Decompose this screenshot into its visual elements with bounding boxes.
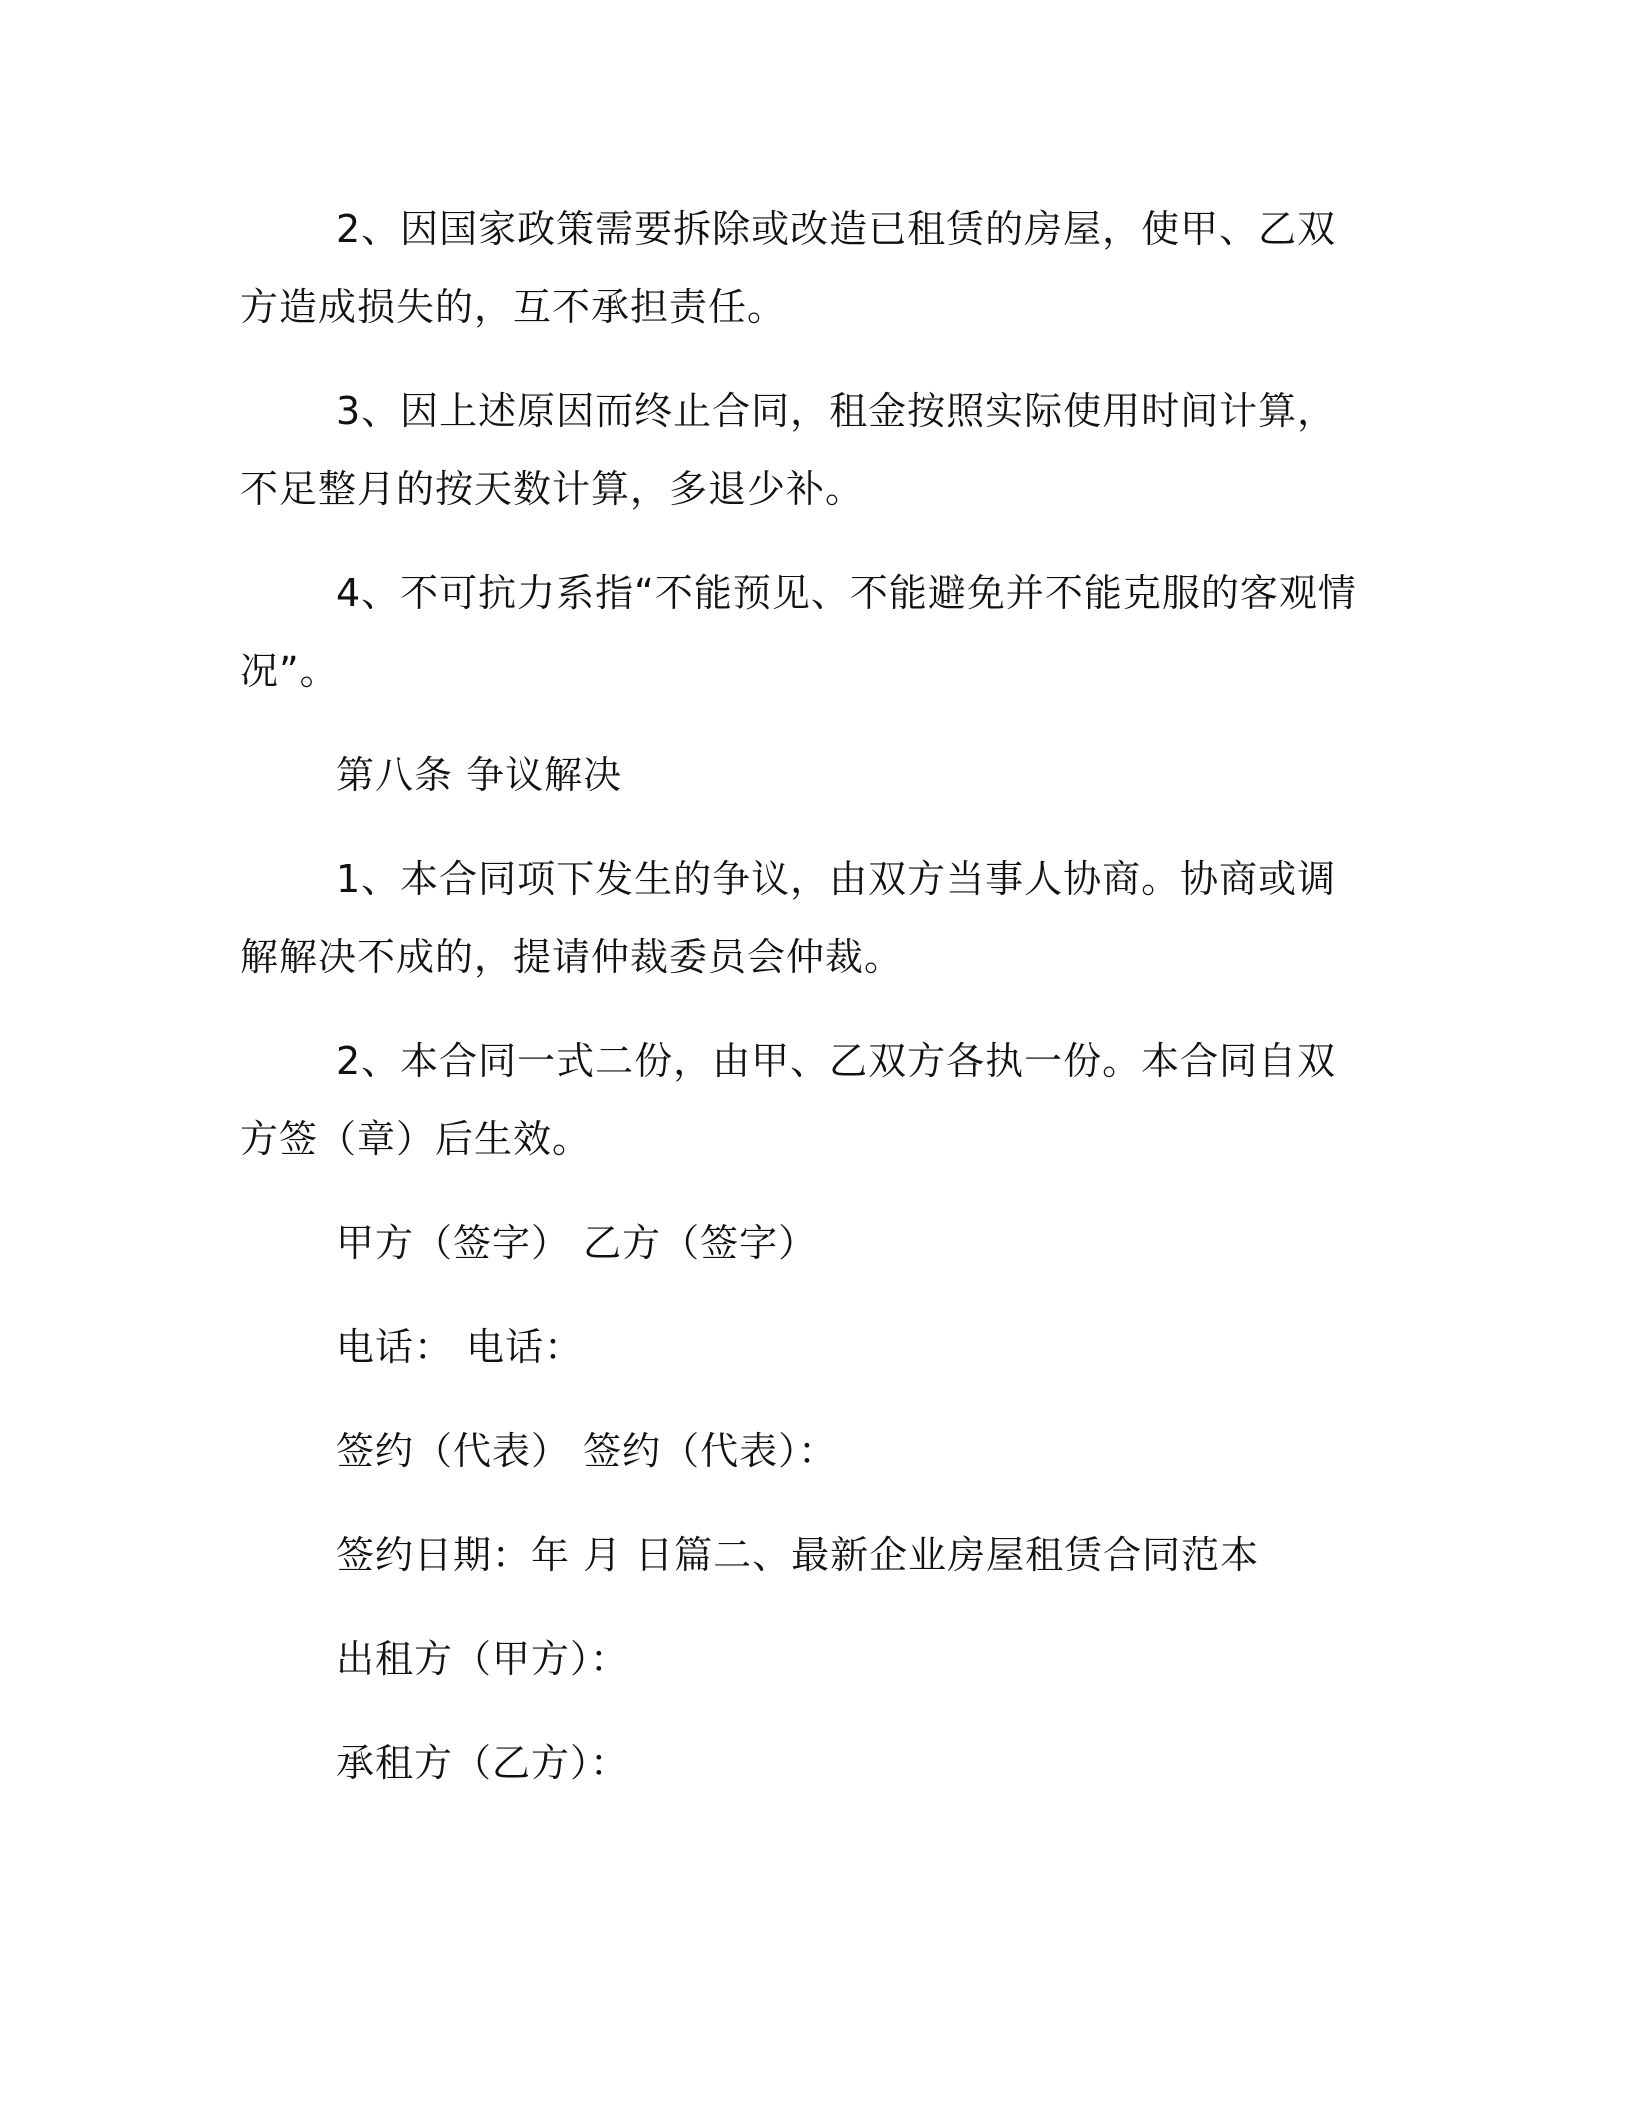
section-heading: 第八条 争议解决 bbox=[336, 753, 623, 797]
signature-line-representative: 签约（代表） 签约（代表）： bbox=[336, 1429, 838, 1473]
lessee-line: 承租方（乙方）： bbox=[336, 1741, 630, 1785]
lessor-line: 出租方（甲方）： bbox=[336, 1637, 630, 1681]
signature-line-date: 签约日期：年 月 日篇二、最新企业房屋租赁合同范本 bbox=[336, 1533, 1260, 1577]
signature-line-parties: 甲方（签字） 乙方（签字） bbox=[336, 1221, 818, 1265]
clause-paragraph-3: 3、因上述原因而终止合同，租金按照实际使用时间计算，不足整月的按天数计算，多退少补。 bbox=[240, 389, 1337, 511]
dispute-paragraph-2: 2、本合同一式二份，由甲、乙双方各执一份。本合同自双方签（章）后生效。 bbox=[240, 1039, 1337, 1161]
dispute-paragraph-1: 1、本合同项下发生的争议，由双方当事人协商。协商或调解解决不成的，提请仲裁委员会仲裁。 bbox=[240, 857, 1337, 979]
signature-line-phone: 电话： 电话： bbox=[336, 1325, 584, 1369]
clause-paragraph-4: 4、不可抗力系指“不能预见、不能避免并不能克服的客观情况”。 bbox=[240, 571, 1357, 693]
document-body bbox=[240, 190, 1360, 1828]
clause-paragraph-2: 2、因国家政策需要拆除或改造已租赁的房屋，使甲、乙双方造成损失的，互不承担责任。 bbox=[240, 207, 1337, 329]
